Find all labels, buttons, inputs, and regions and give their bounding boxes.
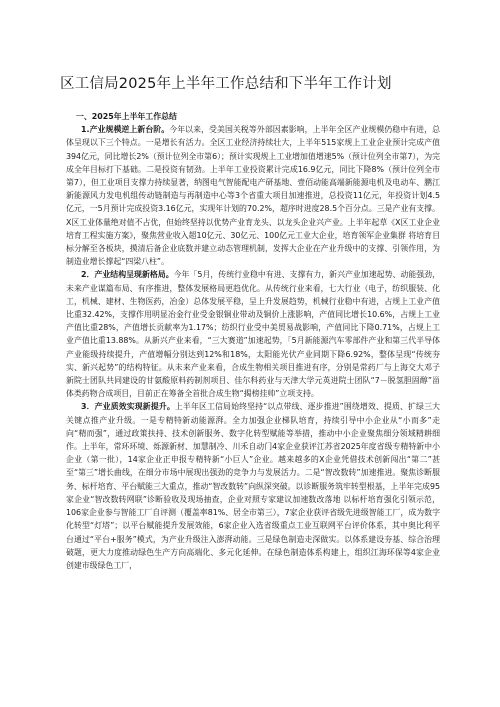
paragraph-3 xyxy=(66,400,440,572)
document-title: 区工信局2025年上半年工作总结和下半年工作计划 xyxy=(60,76,392,92)
section-heading: 一、2025年上半年工作总结 xyxy=(76,112,177,121)
paragraph-1-lead: 1.产业规模逆上新台阶。 xyxy=(81,125,170,135)
document-body xyxy=(66,110,440,572)
paragraph-2-lead: 2．产业结构呈现新格局。 xyxy=(81,270,174,280)
paragraph-2 xyxy=(66,268,440,400)
paragraph-2-text: 今年「5月，传统行业稳中有进、支撑有力，新兴产业加速起势、动能强劲，未来产业谋篇布局、有序推进，整体发展格局更趋优化。从传统行业来看，七大行业（电子，纺织服装、化工，机械、建材、生物医药，冶金）总体发展平稳，呈上升发展趋势，机械行业稳中有进，占规上工业产值比重32.42%，支撑作用明显冶金行业受金银铜业带动及铜价上涨影响，产值同比增长10.6%，占规上工业产值比重28%，产值增长贡献率为1.17%；纺织行业受中美贸易战影响，产值同比下降0.71%，占规上工业产值比重13.88%。从新兴产业来看，“三大赛道”加速起势，「5月新能源汽车零部件产业和第三代半导体产业能级持续提升，产值增幅分别达到12%和18%，太阳能光伏产业同期下降6.92%，整体呈现“传统夯实、新兴起势”的结构特征。从未来产业来看，合成生物相关项目推进有序，分别是常药厂与上海交大邓子新院士团队共同建设的甘氨酸原料药制剂项目、佳尔科药业与天津大学元英进院士团队“7－脱氢胆固醇”甾体类药物合成项目，目前正在筹备全首批合成生物“揭榜挂帅”立项支持。 xyxy=(66,270,440,399)
paragraph-3-lead: 3．产业质效实现新提升。 xyxy=(81,402,175,412)
paragraph-3-text: 上半年区工信局始终坚持“以点带线、逐步推进”围绕增效、提质、扩绿三大关键点推产业升级。一是专精特新动能源湃。全力加强企业梯队培育，持续引导中小企业从“小而多”走向“精而强”，通过政策扶持、技术创新服务、数字化转型赋能等举措，推动中小企业聚焦细分领域精耕细作。上半年，常环环境、烁源新材、加慧制冷、川禾自动门4家企业获评江苏省2025年度省级专精特新中小企业（第一批），14家企业正申报专精特新“小巨人”企业。越来越多的X企业凭借技术创新闯出“第二”甚至“第三”增长曲线，在细分市场中展现出强劲的竞争力与发展活力。二是“智改数转”加速推进。聚焦诊断服务、标杆培育、平台赋能三大重点，推动“智改数转”向纵深突破。以诊断服务筑牢转型根基，上半年完成95家企业“智改数转网联”诊断验收及现场抽查，企业对照专家建议加速数改落地 以标杆培育强化引领示范，106家企业参与智能工厂自评测（覆盖率81%、居全市第三），7家企业获评省级先进级智能工厂，成为数字化转型“灯塔”；以平台赋能提升发展效能，6家企业入选省级重点工业互联网平台评价体系，其中奥比利平台通过“平台+服务”模式，为产业升级注入澎湃动能。三是绿色制造走深做实。以体系建设夯基、综合治理破题，更大力度推动绿色生产方向高端化、多元化延伸。在绿色制造体系构建上，组织江海环保等4家企业创建市级绿色工厂， xyxy=(66,402,440,570)
paragraph-1-text: 今年以来，受美国关税等外部因素影响，上半年全区产业规模仍稳中有进，总体呈现以下三个特点。一是增长有活力。全区工业经济持续壮大，上半年515家规上工业企业预计完成产值394亿元，同比增长2%（预计位列全市第6）；预计实现规上工业增加值增速5%（预计位列全市第7），为完成全年目标打下基础。二是投资有韧劲。上半年工业投资累计完成16.9亿元，同比下降8%（预计位列全市第7），但工业项目支撑力持续显著，纳图电气智能配电产研基地、壹佰动能高端新能源电机及电动车、鹏江新能源风力发电机组传动链制造与再制造中心等3个省重大项目加速推进，总投资11亿元，年投资计划4.5亿元，一5月预计完成投资3.16亿元，实现年计划的70.2%，超序时进度28.5个百分点。三是产业有支撑。X区工业体量绝对值不占优，但始终坚持以优势产业育龙头、以龙头企业兴产业。上半年起草《X区工业企业培育工程实施方案》，聚焦营业收入超10亿元、30亿元、100亿元工业大企业，培育领军企业集群 将培育目标分解至各板块，摸清后备企业底数并建立动态管理机制，发挥大企业在产业升级中的支撑、引领作用，为制造业增长撑起“四梁八柱”。 xyxy=(66,125,440,267)
paragraph-1 xyxy=(66,123,440,268)
